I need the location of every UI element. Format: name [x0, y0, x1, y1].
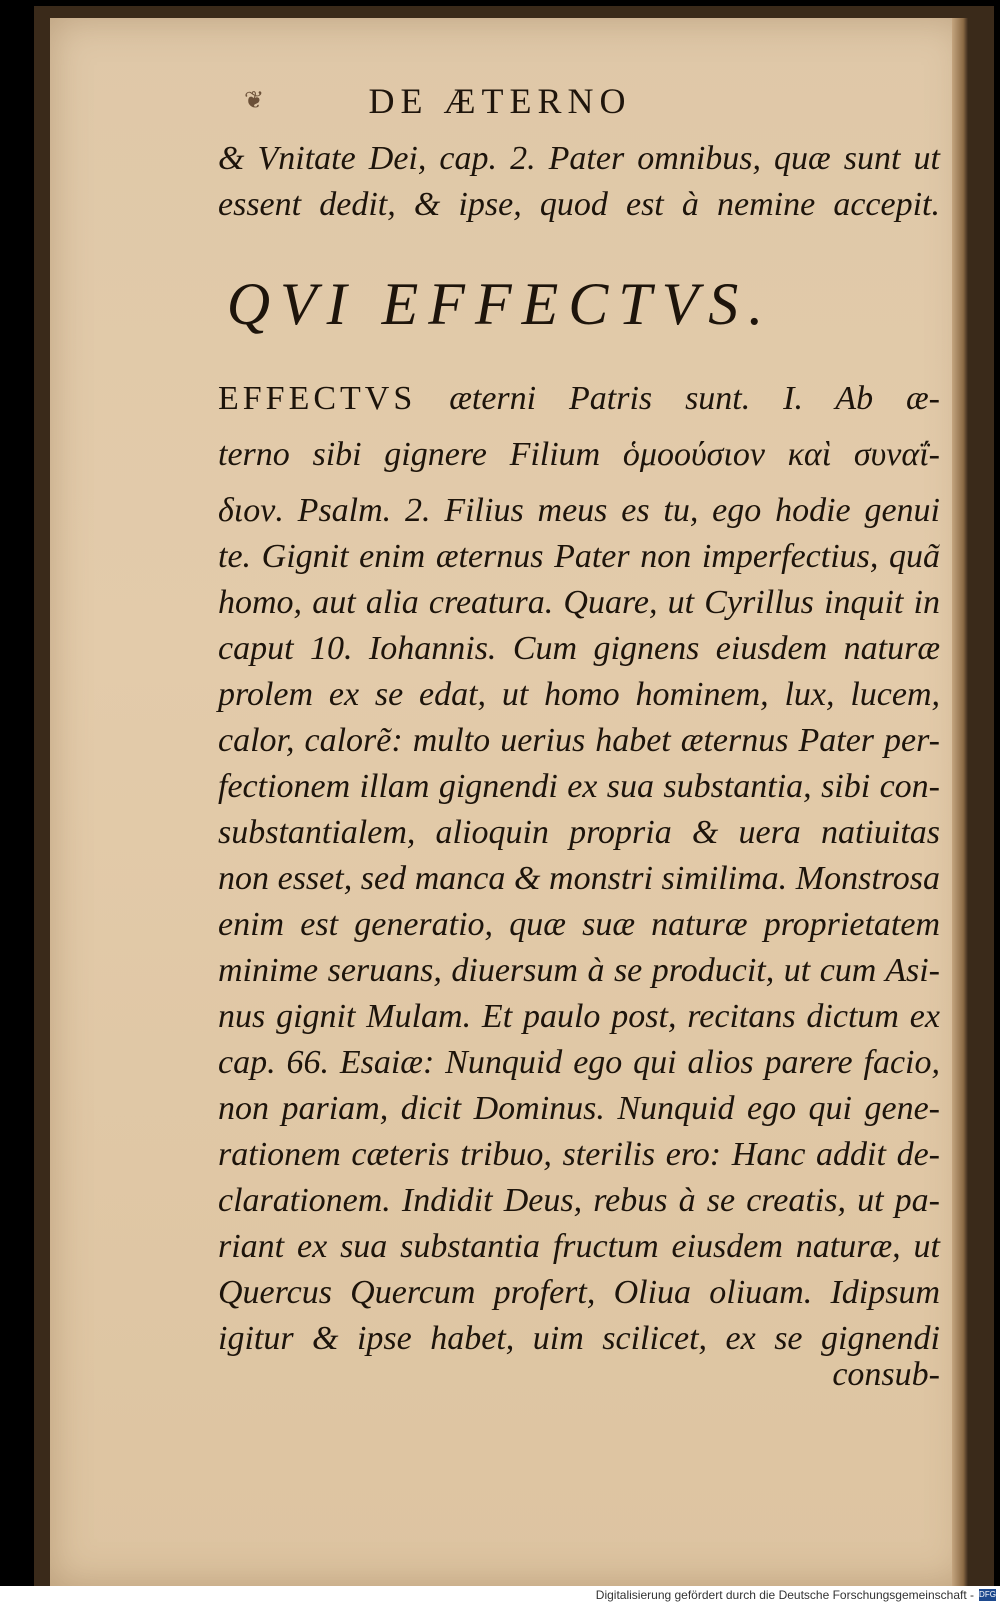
catchword: consub- [832, 1356, 940, 1393]
footer-credit: Digitalisierung gefördert durch die Deutsche Forschungsgemeinschaft - [595, 1588, 974, 1602]
text-line: prolem ex se edat, ut homo hominem, lux, lucem, [218, 676, 940, 713]
text-line: substantialem, alioquin propria & uera natiuitas [218, 814, 940, 851]
text-line: & Vnitate Dei, cap. 2. Pater omnibus, quæ sunt ut [218, 140, 940, 177]
text-line: Quercus Quercum profert, Oliua oliuam. Idipsum [218, 1274, 940, 1311]
text-line: calor, calorẽ: multo uerius habet æternus Pater per- [218, 722, 940, 759]
text-line: enim est generatio, quæ suæ naturæ proprietatem [218, 906, 940, 943]
section-heading: QVI EFFECTVS. [226, 271, 774, 337]
dfg-logo-icon: DFG [979, 1590, 996, 1599]
text-line: non esset, sed manca & monstri similima. Monstrosa [218, 860, 940, 897]
text-line: fectionem illam gignendi ex sua substantia, sibi con- [218, 768, 940, 805]
text-line: riant ex sua substantia fructum eiusdem naturæ, ut [218, 1228, 940, 1265]
text-line: rationem cæteris tribuo, sterilis ero: Hanc addit de- [218, 1136, 940, 1173]
lead-caps: EFFECTVS [218, 380, 417, 417]
ornament-icon: ❦ [244, 88, 265, 114]
body-first-line [218, 380, 940, 418]
text-line: cap. 66. Esaiæ: Nunquid ego qui alios parere facio, [218, 1044, 940, 1081]
text-line: non pariam, dicit Dominus. Nunquid ego qui gene- [218, 1090, 940, 1127]
text-line: caput 10. Iohannis. Cum gignens eiusdem naturæ [218, 630, 940, 667]
page-edge [952, 18, 968, 1586]
text-line: διον. Psalm. 2. Filius meus es tu, ego hodie genui [218, 492, 940, 529]
text-line: nus gignit Mulam. Et paulo post, recitans dictum ex [218, 998, 940, 1035]
text-line: terno sibi gignere Filium ὁμοούσιον καὶ συναΐ- [218, 436, 940, 473]
text-line: te. Gignit enim æternus Pater non imperfectius, quã [218, 538, 940, 575]
running-head: DE ÆTERNO [368, 81, 632, 121]
text-line: clarationem. Indidit Deus, rebus à se creatis, ut pa- [218, 1182, 940, 1219]
text-line: essent dedit, & ipse, quod est à nemine accepit. [218, 186, 940, 223]
text-line: homo, aut alia creatura. Quare, ut Cyrillus inquit in [218, 584, 940, 621]
first-line-rest: æterni Patris sunt. I. Ab æ- [416, 380, 940, 417]
text-line: igitur & ipse habet, uim scilicet, ex se gignendi [218, 1320, 940, 1357]
text-line: minime seruans, diuersum à se producit, ut cum Asi- [218, 952, 940, 989]
